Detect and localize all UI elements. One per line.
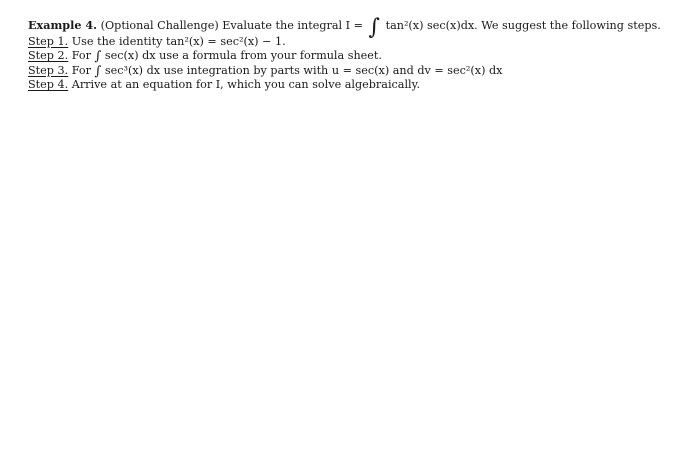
step-3 bbox=[28, 64, 678, 79]
step-2 bbox=[28, 49, 678, 64]
step-label: Step 4. bbox=[28, 78, 69, 92]
example-lhs: I = bbox=[345, 19, 367, 32]
step-text-pre: For bbox=[71, 63, 95, 77]
example-outro: We suggest the following steps. bbox=[481, 19, 661, 32]
step-label: Step 3. bbox=[28, 63, 69, 77]
step-label: Step 2. bbox=[28, 49, 69, 63]
step-text: Use the identity tan²(x) = sec²(x) − 1. bbox=[71, 34, 286, 48]
step-text: Arrive at an equation for I, which you can solve algebraically. bbox=[71, 78, 421, 92]
example-integrand: tan²(x) sec(x)dx. bbox=[385, 19, 478, 32]
integral-sign: ∫ bbox=[94, 49, 102, 65]
step-4 bbox=[28, 78, 678, 93]
step-text-post: sec(x) dx use a formula from your formula sheet. bbox=[104, 49, 382, 63]
step-1 bbox=[28, 35, 678, 50]
integral-sign: ∫ bbox=[368, 15, 381, 40]
problem-text bbox=[28, 15, 678, 93]
step-label: Step 1. bbox=[28, 34, 69, 48]
example-intro: (Optional Challenge) Evaluate the integral bbox=[100, 19, 346, 32]
step-text-pre: For bbox=[71, 49, 95, 63]
integral-sign: ∫ bbox=[94, 63, 102, 79]
step-text-post: sec³(x) dx use integration by parts with u = sec(x) and dv = sec²(x) dx bbox=[104, 63, 503, 77]
example-label: Example 4. bbox=[28, 18, 98, 32]
example-heading bbox=[28, 15, 678, 40]
